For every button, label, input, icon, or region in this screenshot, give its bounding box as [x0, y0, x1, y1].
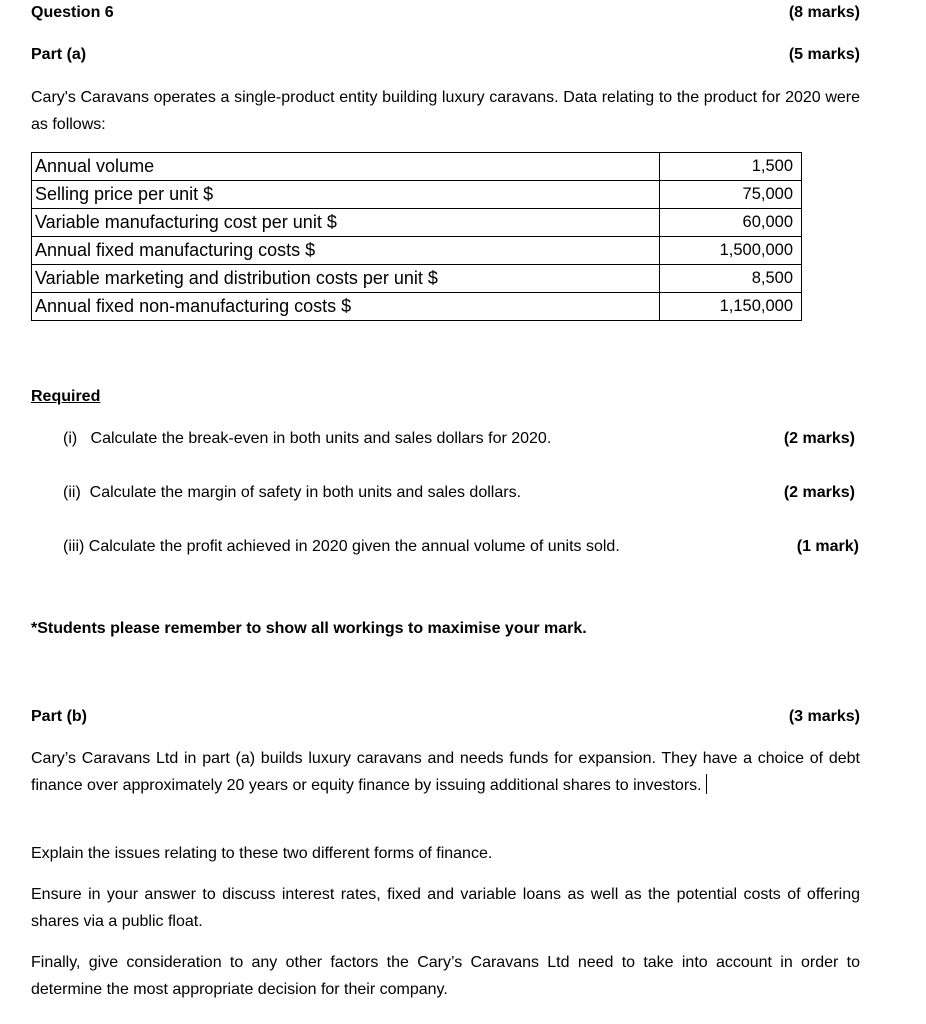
required-item: [63, 538, 859, 556]
row-label: Variable marketing and distribution costs per unit $: [32, 265, 660, 293]
row-label: Variable manufacturing cost per unit $: [32, 209, 660, 237]
part-b-paragraph: Ensure in your answer to discuss interest rates, fixed and variable loans as well as the potential costs of offering shares via a public float.: [31, 886, 860, 930]
part-b-header: [31, 708, 860, 726]
table-row: [32, 209, 802, 237]
row-label: Annual fixed manufacturing costs $: [32, 237, 660, 265]
table-row: [32, 181, 802, 209]
item-text: (iii) Calculate the profit achieved in 2020 given the annual volume of units sold.: [63, 538, 620, 555]
row-value: 75,000: [660, 181, 802, 209]
table-row: [32, 237, 802, 265]
part-a-title: Part (a): [31, 46, 87, 63]
row-label: Annual volume: [32, 153, 660, 181]
part-a-header: [31, 46, 860, 64]
table-row: [32, 293, 802, 321]
item-text: (i) Calculate the break-even in both units and sales dollars for 2020.: [63, 430, 552, 447]
row-value: 60,000: [660, 209, 802, 237]
question-marks: (8 marks): [788, 4, 860, 21]
row-value: 8,500: [660, 265, 802, 293]
item-marks: (2 marks): [783, 430, 855, 447]
row-value: 1,150,000: [660, 293, 802, 321]
text-cursor: [706, 774, 707, 794]
required-item: [63, 484, 859, 502]
product-data-table: [31, 152, 802, 321]
workings-note: *Students please remember to show all workings to maximise your mark.: [31, 620, 587, 637]
row-value: 1,500: [660, 153, 802, 181]
part-a-intro: Cary's Caravans operates a single-product entity building luxury caravans. Data relating to the product for 2020 were as follows:: [31, 89, 860, 133]
row-label: Annual fixed non-manufacturing costs $: [32, 293, 660, 321]
required-item: [63, 430, 859, 448]
question-title: Question 6: [31, 4, 114, 21]
part-b-paragraph: Finally, give consideration to any other factors the Cary’s Caravans Ltd need to take into account in order to determine the most appropriate decision for their company.: [31, 954, 860, 998]
item-marks: (1 mark): [796, 538, 859, 555]
part-b-paragraph: [31, 745, 860, 799]
question-header: [31, 4, 860, 22]
item-text: (ii) Calculate the margin of safety in both units and sales dollars.: [63, 484, 522, 501]
table-row: [32, 153, 802, 181]
table-row: [32, 265, 802, 293]
item-marks: (2 marks): [783, 484, 855, 501]
part-b-title: Part (b): [31, 708, 87, 725]
row-value: 1,500,000: [660, 237, 802, 265]
part-a-marks: (5 marks): [788, 46, 860, 63]
required-heading: Required: [31, 388, 101, 405]
part-b-marks: (3 marks): [788, 708, 860, 725]
part-b-paragraph: Explain the issues relating to these two different forms of finance.: [31, 845, 493, 862]
paragraph-text: Cary’s Caravans Ltd in part (a) builds luxury caravans and needs funds for expansion. They have a choice of debt finance over approximately 20 years or equity finance by issuing additional shares to investors.: [31, 750, 860, 794]
row-label: Selling price per unit $: [32, 181, 660, 209]
